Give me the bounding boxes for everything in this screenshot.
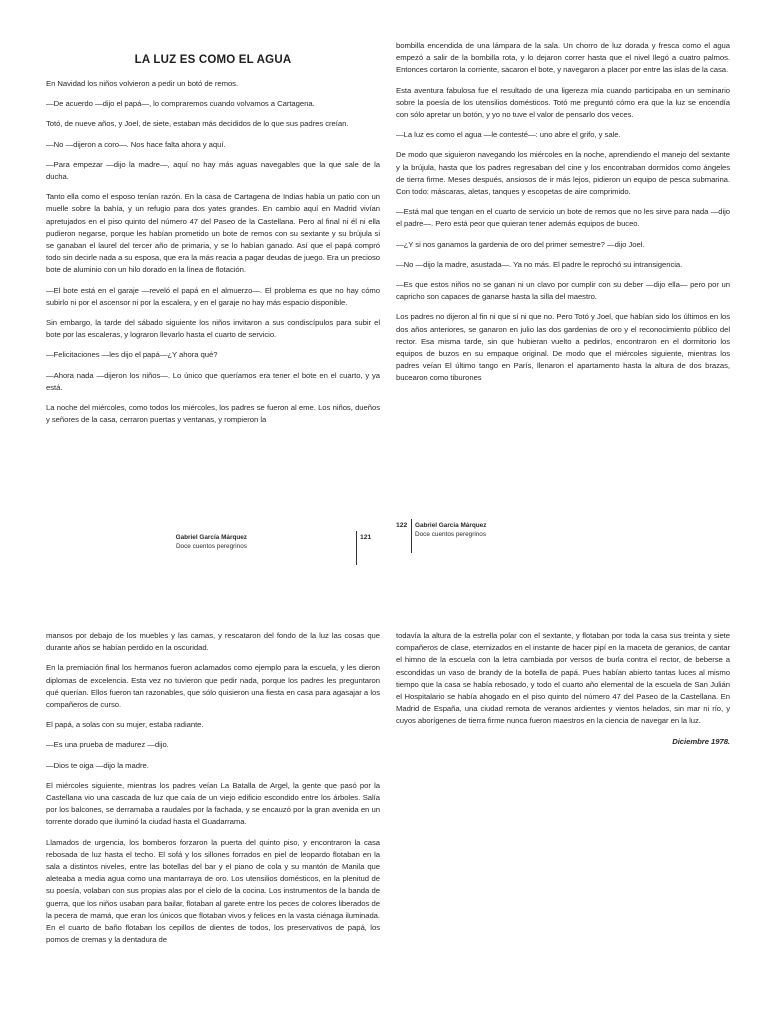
- paragraph: —La luz es como el agua —le contesté—: uno abre el grifo, y sale.: [396, 130, 621, 140]
- paragraph: —No —dijeron a coro—. Nos hace falta ahora y aquí.: [46, 139, 226, 149]
- paragraph: —Es que estos niños no se ganan ni un clavo por cumplir con su deber —dijo ella— pero por un capricho son capaces de ganarse hasta la silla del maestro.: [396, 280, 730, 302]
- page-124-text: [396, 630, 730, 830]
- paragraph: Sin embargo, la tarde del sábado siguiente los niños invitaron a sus condiscípulos para subir el bote por las escaleras, y lograron llevarlo hasta el cuarto de servicio.: [46, 318, 380, 340]
- paragraph: Esta aventura fabulosa fue el resultado de una ligereza mía cuando participaba en un seminario sobre la poesía de los utensilios domésticos. Totó me preguntó cómo era que la luz se encendía con sólo apretar un botón, y yo no tuve el valor de pensarlo dos veces.: [396, 85, 730, 120]
- footer-author: Gabriel García Márquez: [415, 522, 487, 529]
- page-123-text: [46, 630, 380, 1024]
- paragraph: —Dios te oiga —dijo la madre.: [46, 760, 149, 770]
- paragraph: todavía la altura de la estrella polar con el sextante, y flotaban por toda la casa sus treinta y siete compañeros de clase, eternizados en el instante de hacer pipí en la maceta de geranios, de cantar el himno de la escuela con la letra cambiada por versos de burla contra el rector, de beberse a escondidas un vaso de brandy de la botella de papá. Pues habían abierto tantas luces al mismo tiempo que la casa se había rebosado, y todo el cuarto año elemental de la escuela de San Julián el Hospitalario se había ahogado en el piso quinto del número 47 del Paseo de la Castellana. En Madrid de España, una ciudad remota de veranos ardientes y vientos helados, sin mar ni río, y cuyos aborígenes de tierra firme nunca fueron maestros en la ciencia de navegar en la luz.: [396, 631, 730, 726]
- paragraph: —Ahora nada —dijeron los niños—. Lo único que queríamos era tener el bote en el cuarto, y ya está.: [46, 370, 380, 392]
- footer-divider: [356, 531, 357, 565]
- footer-book: Doce cuentos peregrinos: [175, 543, 247, 550]
- paragraph: bombilla encendida de una lámpara de la sala. Un chorro de luz dorada y fresca como el agua empezó a salir de la bombilla rota, y lo dejaron correr hasta que el nivel llegó a cuatro palmos. Entonces cortaron la corriente, sacaron el bote, y navegaron a placer por entre las islas de la casa.: [396, 41, 730, 75]
- paragraph: mansos por debajo de los muebles y las camas, y rescataron del fondo de la luz las cosas que durante años se habían perdido en la oscuridad.: [46, 631, 380, 653]
- paragraph: En la premiación final los hermanos fueron aclamados como ejemplo para la escuela, y les dieron diplomas de excelencia. Esta vez no tuvieron que pedir nada, porque los padres les preguntaron qué querían. Ellos fueron tan razonables, que sólo quisieron una fiesta en casa para agasajar a los compañeros de curso.: [46, 663, 380, 710]
- paragraph: Totó, de nueve años, y Joel, de siete, estaban más decididos de lo que sus padres creían.: [46, 119, 349, 129]
- paragraph: La noche del miércoles, como todos los miércoles, los padres se fueron al eme. Los niños, dueños y señores de la casa, cerraron puertas y ventanas, y rompieron la: [46, 403, 380, 425]
- footer-book: Doce cuentos peregrinos: [415, 531, 487, 538]
- paragraph: —¿Y si nos ganamos la gardenia de oro del primer semestre? —dijo Joel.: [396, 239, 645, 249]
- footer-author: Gabriel García Márquez: [175, 534, 247, 541]
- paragraph: En Navidad los niños volvieron a pedir un botó de remos.: [46, 79, 239, 88]
- paragraph: —De acuerdo —dijo el papá—, lo compraremos cuando volvamos a Cartagena.: [46, 99, 315, 109]
- paragraph: Los padres no dijeron al fin ni que sí ni que no. Pero Totó y Joel, que habían sido los últimos en los dos años anteriores, se ganaron en julio las dos gardenias de oro y el reconocimiento público del rector. Esa misma tarde, sin que hubieran vuelto a pedirlos, encontraron en el dormitorio los equipos de buzos en su empaque original. De modo que el miércoles siguiente, mientras los padres veían El último tango en París, llenaron el apartamento hasta la altura de dos brazas, bucearon como tiburones: [396, 312, 730, 383]
- paragraph: —Para empezar —dijo la madre—, aquí no hay más aguas navegables que la que sale de la ducha.: [46, 159, 380, 182]
- paragraph: Llamados de urgencia, los bomberos forzaron la puerta del quinto piso, y encontraron la casa rebosada de luz hasta el techo. El sofá y los sillones forrados en piel de leopardo flotaban en la sala a distintos niveles, entre las botellas del bar y el piano de cola y su mantón de Manila que aleteaba a media agua como una mantarraya de oro. Los utensilios domésticos, en la plenitud de su poesía, volaban con sus propias alas por el cielo de la cocina. Los instrumentos de la banda de guerra, que los niños usaban para bailar, flotaban al garete entre los peces de colores liberados de la pecera de mamá, que eran los únicos que flotaban vivos y felices en la vasta ciénaga iluminada. En el cuarto de baño flotaban los cepillos de dientes de todos, los preservativos de papá, los pomos de cremas y la dentadura de: [46, 837, 380, 945]
- paragraph: Tanto ella como el esposo tenían razón. En la casa de Cartagena de Indias había un patio con un muelle sobre la bahía, y un refugio para dos yates grandes. En cambio aquí en Madrid vivían apretujados en el piso quinto del número 47 del Paseo de la Castellana. Pero al final ni él ni ella pudieron negarse, porque les habían prometido un bote de remos con su sextante y su brújula si se ganaban el laurel del tercer año de primaria, y se lo habían ganado. Así que el papá compró todo sin decirle nada a su esposa, que era la más reacia a pagar deudas de juego. Era un precioso bote de aluminio con un hilo dorado en la línea de flotación.: [46, 192, 380, 275]
- paragraph: —Felicitaciones —les dijo el papá—¿Y ahora qué?: [46, 350, 218, 360]
- paragraph: —Está mal que tengan en el cuarto de servicio un bote de remos que no les sirve para nada —dijo el padre—. Pero está peor que quieran tener además equipos de buceo.: [396, 207, 730, 229]
- paragraph: El miércoles siguiente, mientras los padres veían La Batalla de Argel, la gente que pasó por la Castellana vio una cascada de luz que caía de un viejo edificio escondido entre los árboles. Salía por los balcones, se derramaba a raudales por la fachada, y se encauzó por la gran avenida en un torrente dorado que iluminó la ciudad hasta el Guadarrama.: [46, 780, 380, 827]
- paragraph: —No —dijo la madre, asustada—. Ya no más. El padre le reprochó su intransigencia.: [396, 259, 683, 269]
- footer-divider: [411, 519, 412, 553]
- paragraph: De modo que siguieron navegando los miércoles en la noche, aprendiendo el manejo del sextante y la brújula, hasta que los padres regresaban del cine y los encontraban dormidos como ángeles de tierra firme. Meses después, ansiosos de ir más lejos, pidieron un equipo de pesca submarina. Con todo: máscaras, aletas, tanques y escopetas de aire comprimido.: [396, 150, 730, 197]
- page-121-text: [46, 78, 380, 538]
- page-number: 122: [396, 522, 408, 529]
- page-122-text: [396, 40, 730, 510]
- paragraph: —El bote está en el garaje —reveló el papá en el almuerzo—. El problema es que no hay cómo subirlo ni por el ascensor ni por la escalera, y en el garaje no hay más espacio disponible.: [46, 285, 380, 307]
- closing-date: Diciembre 1978.: [672, 736, 730, 746]
- page-number: 121: [360, 534, 372, 541]
- paragraph: El papá, a solas con su mujer, estaba radiante.: [46, 720, 204, 730]
- paragraph: —Es una prueba de madurez —dijo.: [46, 740, 169, 750]
- story-title: LA LUZ ES COMO EL AGUA: [134, 54, 292, 66]
